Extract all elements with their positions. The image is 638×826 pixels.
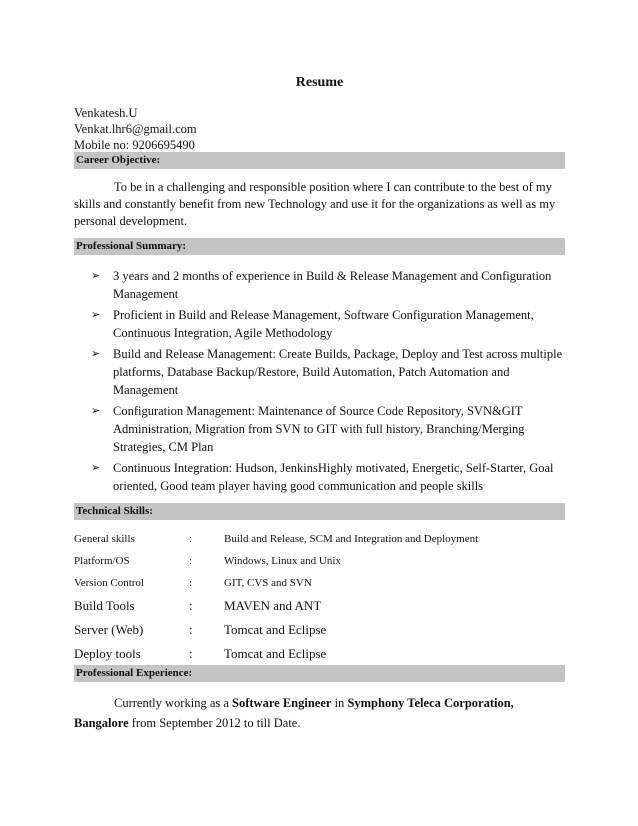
section-professional-experience: Professional Experience: — [74, 665, 565, 682]
summary-text: Build and Release Management: Create Builds, Package, Deploy and Test across multiple platforms, Database Backup/Restore, Build Automation, Patch Automation and Management — [113, 347, 563, 397]
experience-role: Software Engineer — [232, 696, 332, 710]
skills-table — [74, 528, 478, 666]
career-objective-text: To be in a challenging and responsible position where I can contribute to the best of my skills and constantly benefit from new Technology and use it for the organizations as well as my personal development. — [74, 180, 556, 228]
skill-row — [74, 528, 478, 550]
summary-item — [91, 306, 565, 342]
skill-key: Build Tools — [74, 598, 135, 613]
skill-row — [74, 572, 478, 594]
skill-separator: : — [189, 646, 193, 661]
skill-value: Windows, Linux and Unix — [224, 555, 341, 567]
contact-block — [74, 105, 197, 153]
skill-value: Tomcat and Eclipse — [224, 646, 327, 661]
experience-text — [74, 693, 565, 733]
skill-separator: : — [189, 577, 193, 589]
skill-row — [74, 550, 478, 572]
experience-suffix: from September 2012 to till Date. — [128, 716, 301, 730]
skill-value: Tomcat and Eclipse — [224, 622, 327, 637]
summary-item — [91, 345, 565, 399]
summary-text: 3 years and 2 months of experience in Build & Release Management and Configuration Management — [113, 269, 552, 301]
section-career-objective: Career Objective: — [74, 152, 565, 169]
skill-key: Deploy tools — [74, 646, 141, 661]
skill-separator: : — [189, 555, 193, 567]
experience-company: Symphony Teleca Corporation, Bangalore — [74, 696, 514, 730]
skill-row — [74, 642, 478, 666]
summary-item — [91, 267, 565, 303]
skill-key: Platform/OS — [74, 555, 130, 567]
summary-text: Configuration Management: Maintenance of Source Code Repository, SVN&GIT Administration, Migration from SVN to GIT with full history, Branching/Merging Strategies, CM Plan — [113, 404, 525, 454]
experience-mid: in — [331, 696, 348, 710]
skill-row — [74, 594, 478, 618]
summary-item — [91, 459, 565, 495]
arrow-bullet-icon: ➢ — [91, 404, 101, 417]
summary-item — [91, 402, 565, 456]
arrow-bullet-icon: ➢ — [91, 347, 101, 360]
skill-key: Server (Web) — [74, 622, 144, 637]
experience-prefix: Currently working as a — [114, 696, 233, 710]
arrow-bullet-icon: ➢ — [91, 269, 101, 282]
skill-separator: : — [189, 533, 193, 545]
page-title: Resume — [295, 75, 344, 90]
arrow-bullet-icon: ➢ — [91, 308, 101, 321]
skill-row — [74, 618, 478, 642]
contact-email: Venkat.lhr6@gmail.com — [74, 122, 197, 136]
skill-separator: : — [189, 598, 193, 613]
skill-key: Version Control — [74, 577, 144, 589]
contact-name: Venkatesh.U — [74, 106, 138, 120]
section-technical-skills: Technical Skills: — [74, 503, 565, 520]
summary-text: Proficient in Build and Release Management, Software Configuration Management, Continuous Integration, Agile Methodology — [113, 308, 534, 340]
skill-value: Build and Release, SCM and Integration and Deployment — [224, 533, 479, 545]
section-professional-summary: Professional Summary: — [74, 238, 565, 255]
skill-value: GIT, CVS and SVN — [224, 577, 312, 589]
contact-mobile: Mobile no: 9206695490 — [74, 138, 195, 152]
summary-list — [91, 267, 565, 498]
arrow-bullet-icon: ➢ — [91, 461, 101, 474]
skill-separator: : — [189, 622, 193, 637]
skill-key: General skills — [74, 533, 135, 545]
skill-value: MAVEN and ANT — [224, 598, 322, 613]
summary-text: Continuous Integration: Hudson, JenkinsHighly motivated, Energetic, Self-Starter, Goal oriented, Good team player having good communication and people skills — [113, 461, 554, 493]
